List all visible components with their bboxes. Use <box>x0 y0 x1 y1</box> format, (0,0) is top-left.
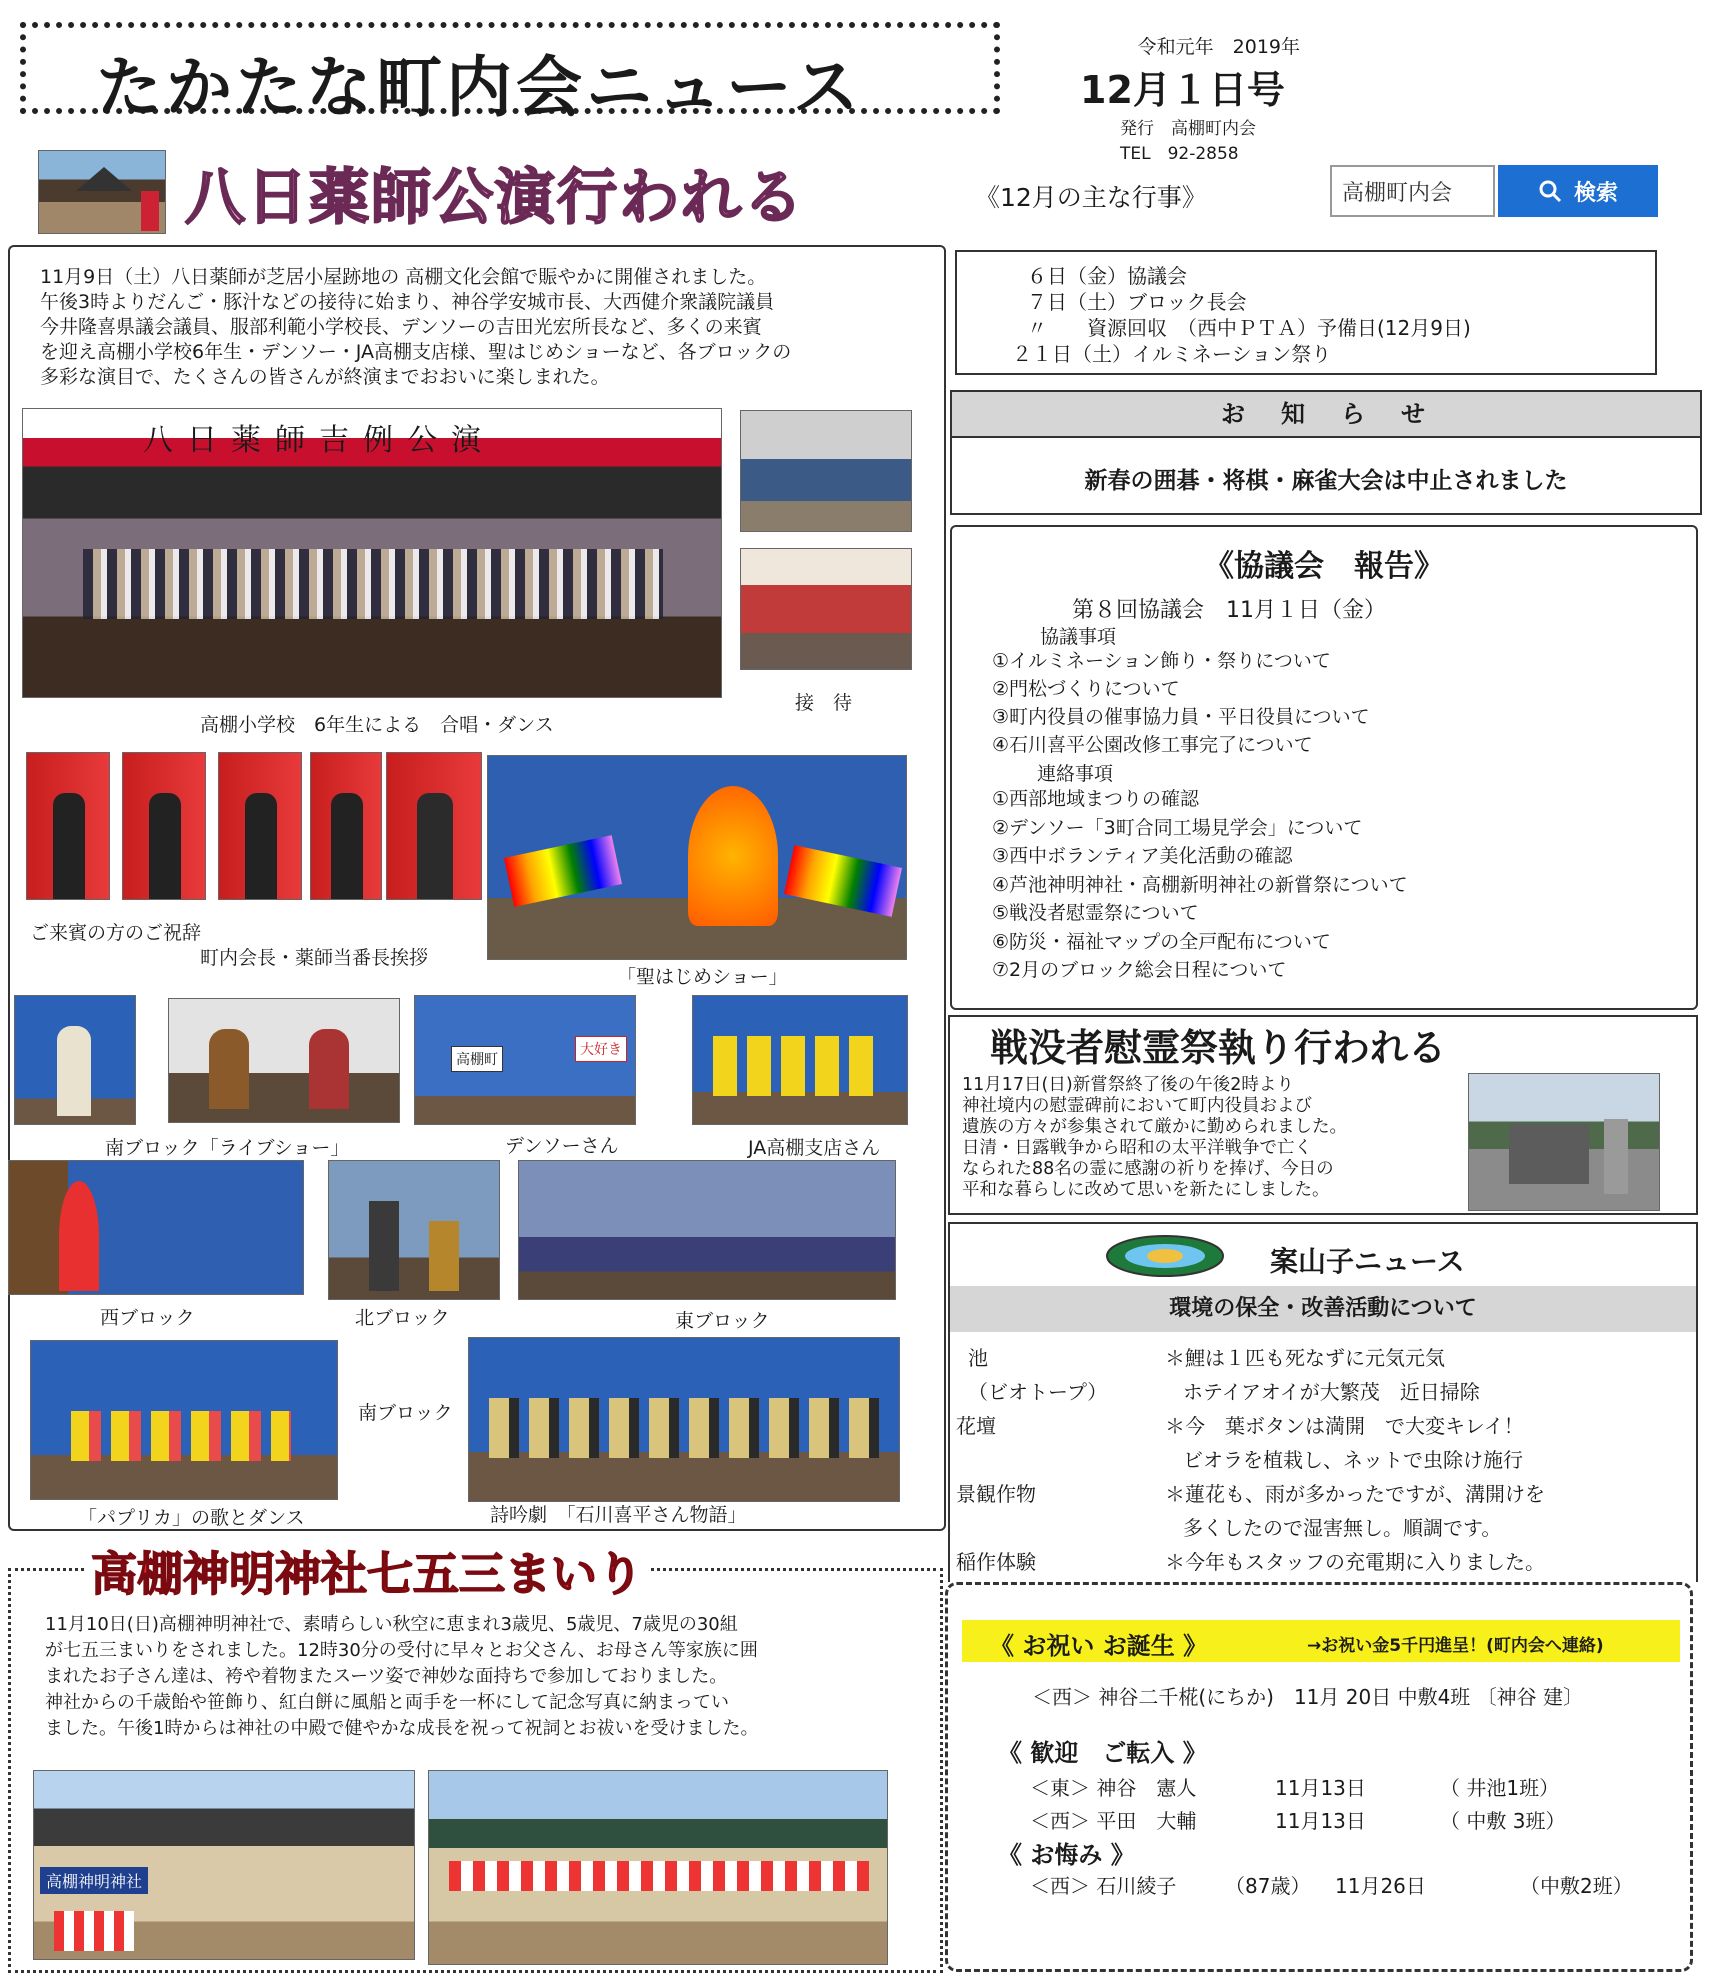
denso-photo <box>414 995 636 1125</box>
kakashi-label: 花壇 <box>956 1414 996 1438</box>
notice-item: ②デンソー「3町合同工場見学会」について <box>992 816 1363 839</box>
kakashi-label: 景観作物 <box>956 1482 1036 1506</box>
settai-photo-1 <box>740 410 912 532</box>
east-block-photo <box>518 1160 896 1300</box>
agenda-item: ①イルミネーション飾り・祭りについて <box>992 650 1331 672</box>
shrine-photo-1 <box>33 1770 415 1960</box>
kakashi-text: 多くしたので湿害無し。順調です。 <box>1183 1516 1502 1540</box>
north-block-photo <box>328 1160 500 1300</box>
caption-choir: 高棚小学校 6年生による 合唱・ダンス <box>200 714 554 736</box>
condolence-name: ＜西＞ 石川綾子 <box>1030 1874 1177 1898</box>
kakashi-heading: 案山子ニュース <box>1270 1245 1465 1278</box>
issue-date: 12月１日号 <box>1080 68 1285 112</box>
guest-photo <box>310 752 382 900</box>
kakashi-text: ＊今 葉ボタンは満開 で大変キレイ！ <box>1165 1414 1524 1438</box>
live-show-photo-2 <box>168 998 400 1123</box>
body-line: まれたお子さん達は、袴や着物またスーツ姿で神妙な面持ちで参加しておりました。 <box>45 1666 728 1687</box>
memorial-line: 遺族の方々が参集されて厳かに勤められました。 <box>962 1117 1347 1137</box>
caption-west: 西ブロック <box>100 1307 195 1329</box>
body-line: 11月10日(日)高棚神明神社で、素晴らしい秋空に恵まれ3歳児、5歳児、7歳児の30組 <box>45 1614 738 1635</box>
condolence-date: 11月26日 <box>1335 1874 1426 1898</box>
welcome-name: ＜西＞ 平田 大輔 <box>1030 1809 1197 1833</box>
agenda-item: ④石川喜平公園改修工事完了について <box>992 734 1313 756</box>
guest-photo <box>218 752 302 900</box>
caption-live: 南ブロック「ライブショー」 <box>105 1137 350 1159</box>
hijime-show-photo <box>487 755 907 960</box>
birth-banner <box>962 1620 1680 1662</box>
caption-guests: ご来賓の方のご祝辞 <box>30 922 202 944</box>
caption-shigin: 詩吟劇 「石川喜平さん物語」 <box>490 1504 747 1526</box>
settai-photo-2 <box>740 548 912 670</box>
memorial-photo <box>1468 1073 1660 1211</box>
publisher: 発行 高棚町内会 <box>1120 119 1256 139</box>
caption-chief: 町内会長・薬師当番長挨拶 <box>200 947 429 969</box>
oshirase-heading: お 知 ら せ <box>952 392 1700 438</box>
notice-item: ③西中ボランティア美化活動の確認 <box>992 845 1293 867</box>
body-line: 神社からの千歳飴や笹飾り、紅白餅に風船と両手を一杯にして記念写真に納まってい <box>45 1692 729 1713</box>
live-show-photo-1 <box>14 995 136 1125</box>
memorial-line: 11月17日(日)新嘗祭終了後の午後2時より <box>962 1075 1294 1095</box>
memorial-line: 神社境内の慰霊碑前において町内役員および <box>962 1096 1312 1116</box>
kakashi-box <box>948 1222 1698 1582</box>
main-headline: 八日薬師公演行われる <box>185 163 805 233</box>
chief-photo <box>386 752 482 900</box>
stage-banner: 八日薬師吉例公演 <box>143 423 495 458</box>
notice-item: ⑥防災・福祉マップの全戸配布について <box>992 930 1331 953</box>
birth-entry: ＜西＞ 神谷二千椛(にちか) 11月 20日 中敷4班 〔神谷 建〕 <box>1032 1685 1584 1709</box>
welcome-group: （ 井池1班） <box>1440 1776 1560 1800</box>
memorial-line: なられた88名の霊に感謝の祈りを捧げ、今日の <box>962 1159 1334 1179</box>
caption-north: 北ブロック <box>355 1307 450 1329</box>
events-heading: 《12月の主な行事》 <box>975 183 1207 212</box>
notice-item: ⑦2月のブロック総会日程について <box>992 959 1287 981</box>
body-line: 11月9日（土）八日薬師が芝居小屋跡地の 高棚文化会館で賑やかに開催されました。 <box>40 266 767 288</box>
newsletter-title: たかたな町内会ニュース <box>96 49 863 126</box>
notice-item: ⑤戦没者慰霊祭について <box>992 902 1199 924</box>
welcome-date: 11月13日 <box>1275 1776 1366 1800</box>
event-item: ２１日（土）イルミネーション祭り <box>1012 342 1332 366</box>
event-item: ７日（土）ブロック長会 <box>1027 290 1247 314</box>
telephone: TEL 92-2858 <box>1120 144 1239 164</box>
condolence-group: （中敷2班） <box>1520 1874 1633 1898</box>
body-line: ました。午後1時からは神社の中殿で健やかな成長を祝って祝詞とお祓いを受けました。 <box>45 1718 759 1739</box>
notice-item: ①西部地域まつりの確認 <box>992 788 1200 810</box>
memorial-heading: 戦没者慰霊祭執り行われる <box>990 1025 1447 1070</box>
kakashi-text: ＊今年もスタッフの充電期に入りました。 <box>1165 1550 1545 1574</box>
welcome-date: 11月13日 <box>1275 1809 1366 1833</box>
shigin-photo <box>468 1337 900 1502</box>
welcome-group: （ 中敷 3班） <box>1440 1809 1566 1833</box>
shichigosan-body <box>45 1612 758 1742</box>
search-icon <box>1538 179 1562 203</box>
events-box <box>955 250 1657 375</box>
caption-south: 南ブロック <box>358 1402 453 1424</box>
kakashi-label: 池 <box>968 1346 988 1370</box>
memorial-box <box>948 1015 1698 1215</box>
paprika-photo <box>30 1340 338 1500</box>
ja-photo <box>692 995 908 1125</box>
memorial-line: 平和な暮らしに改めて思いを新たにしました。 <box>962 1180 1330 1200</box>
sign-daisuki: 大好き <box>575 1036 627 1062</box>
council-heading: 《協議会 報告》 <box>1204 549 1444 584</box>
kakashi-label: 稲作体験 <box>956 1550 1036 1574</box>
search-button[interactable] <box>1498 165 1658 217</box>
kakashi-subheading: 環境の保全・改善活動について <box>950 1286 1696 1332</box>
masthead <box>20 22 1000 126</box>
sign-takatana: 高棚町 <box>451 1046 503 1072</box>
shichigosan-heading: 高棚神明神社七五三まいり <box>85 1538 649 1604</box>
search-button-label: 検索 <box>1573 180 1618 206</box>
west-block-photo <box>8 1160 304 1295</box>
council-meeting: 第８回協議会 11月１日（金） <box>1072 598 1386 623</box>
welcome-heading: 《 歓迎 ご転入 》 <box>998 1739 1207 1767</box>
caption-denso: デンソーさん <box>505 1135 619 1157</box>
oshirase-box <box>950 390 1702 515</box>
caption-east: 東ブロック <box>675 1310 770 1332</box>
yakushi-body <box>40 265 920 390</box>
agenda-label: 協議事項 <box>1040 626 1117 648</box>
event-item: ６日（金）協議会 <box>1027 264 1187 288</box>
body-line: 午後3時よりだんご・豚汁などの接待に始まり、神谷学安城市長、大西健介衆議院議員 <box>40 291 775 313</box>
notice-item: ④芦池神明神社・高棚新明神社の新嘗祭について <box>992 873 1408 896</box>
body-line: 多彩な演目で、たくさんの皆さんが終演までおおいに楽しまれた。 <box>40 366 610 388</box>
welcome-name: ＜東＞ 神谷 憲人 <box>1030 1776 1197 1800</box>
condolence-age: （87歳） <box>1225 1874 1311 1898</box>
event-item: 〃 資源回収 （西中ＰＴＡ）予備日(12月9日) <box>1027 316 1471 340</box>
caption-paprika: 「パプリカ」の歌とダンス <box>78 1507 305 1529</box>
shrine-photo-2 <box>428 1770 888 1965</box>
search-input[interactable] <box>1330 165 1495 217</box>
issue-era: 令和元年 2019年 <box>1137 36 1300 58</box>
birth-heading: 《 お祝い お誕生 》 <box>990 1632 1208 1660</box>
search-bar <box>1330 165 1660 217</box>
kakashi-text: ホテイアオイが大繁茂 近日掃除 <box>1183 1380 1480 1404</box>
caption-settai: 接 待 <box>795 692 853 714</box>
kakashi-text: ＊蓮花も、雨が多かったですが、溝開けを <box>1165 1482 1545 1506</box>
notice-label: 連絡事項 <box>1037 763 1114 785</box>
agenda-item: ②門松づくりについて <box>992 678 1180 700</box>
memorial-line: 日清・日露戦争から昭和の太平洋戦争で亡く <box>962 1138 1312 1158</box>
agenda-item: ③町内役員の催事協力員・平日役員について <box>992 706 1370 728</box>
issue-info <box>1080 32 1320 164</box>
caption-ja: JA高棚支店さん <box>748 1137 881 1159</box>
shrine-sign: 高棚神明神社 <box>40 1867 148 1894</box>
body-line: 今井隆喜県議会議員、服部利範小学校長、デンソーの吉田光宏所長など、多くの来賓 <box>40 316 762 338</box>
kakashi-text: ビオラを植栽し、ネットで虫除け施行 <box>1183 1448 1523 1472</box>
kakashi-logo-icon <box>1105 1234 1225 1278</box>
condolence-heading: 《 お悔み 》 <box>998 1841 1135 1869</box>
oshirase-text: 新春の囲碁・将棋・麻雀大会は中止されました <box>1084 468 1568 494</box>
kakashi-text: ＊鯉は１匹も死なずに元気元気 <box>1165 1346 1445 1370</box>
guest-photo <box>122 752 206 900</box>
choir-photo <box>22 408 722 698</box>
birth-note: →お祝い金5千円進呈！(町内会へ連絡) <box>1307 1636 1604 1656</box>
body-line: を迎え高棚小学校6年生・デンソー・JA高棚支店様、聖はじめショーなど、各ブロックの <box>40 341 792 363</box>
guest-photo <box>26 752 110 900</box>
temple-thumbnail <box>38 150 166 234</box>
kakashi-label: （ビオトープ） <box>968 1380 1108 1404</box>
caption-hijime: 「聖はじめショー」 <box>617 966 788 988</box>
council-box <box>950 525 1698 1010</box>
body-line: が七五三まいりをされました。12時30分の受付に早々とお父さん、お母さん等家族に囲 <box>45 1640 758 1661</box>
